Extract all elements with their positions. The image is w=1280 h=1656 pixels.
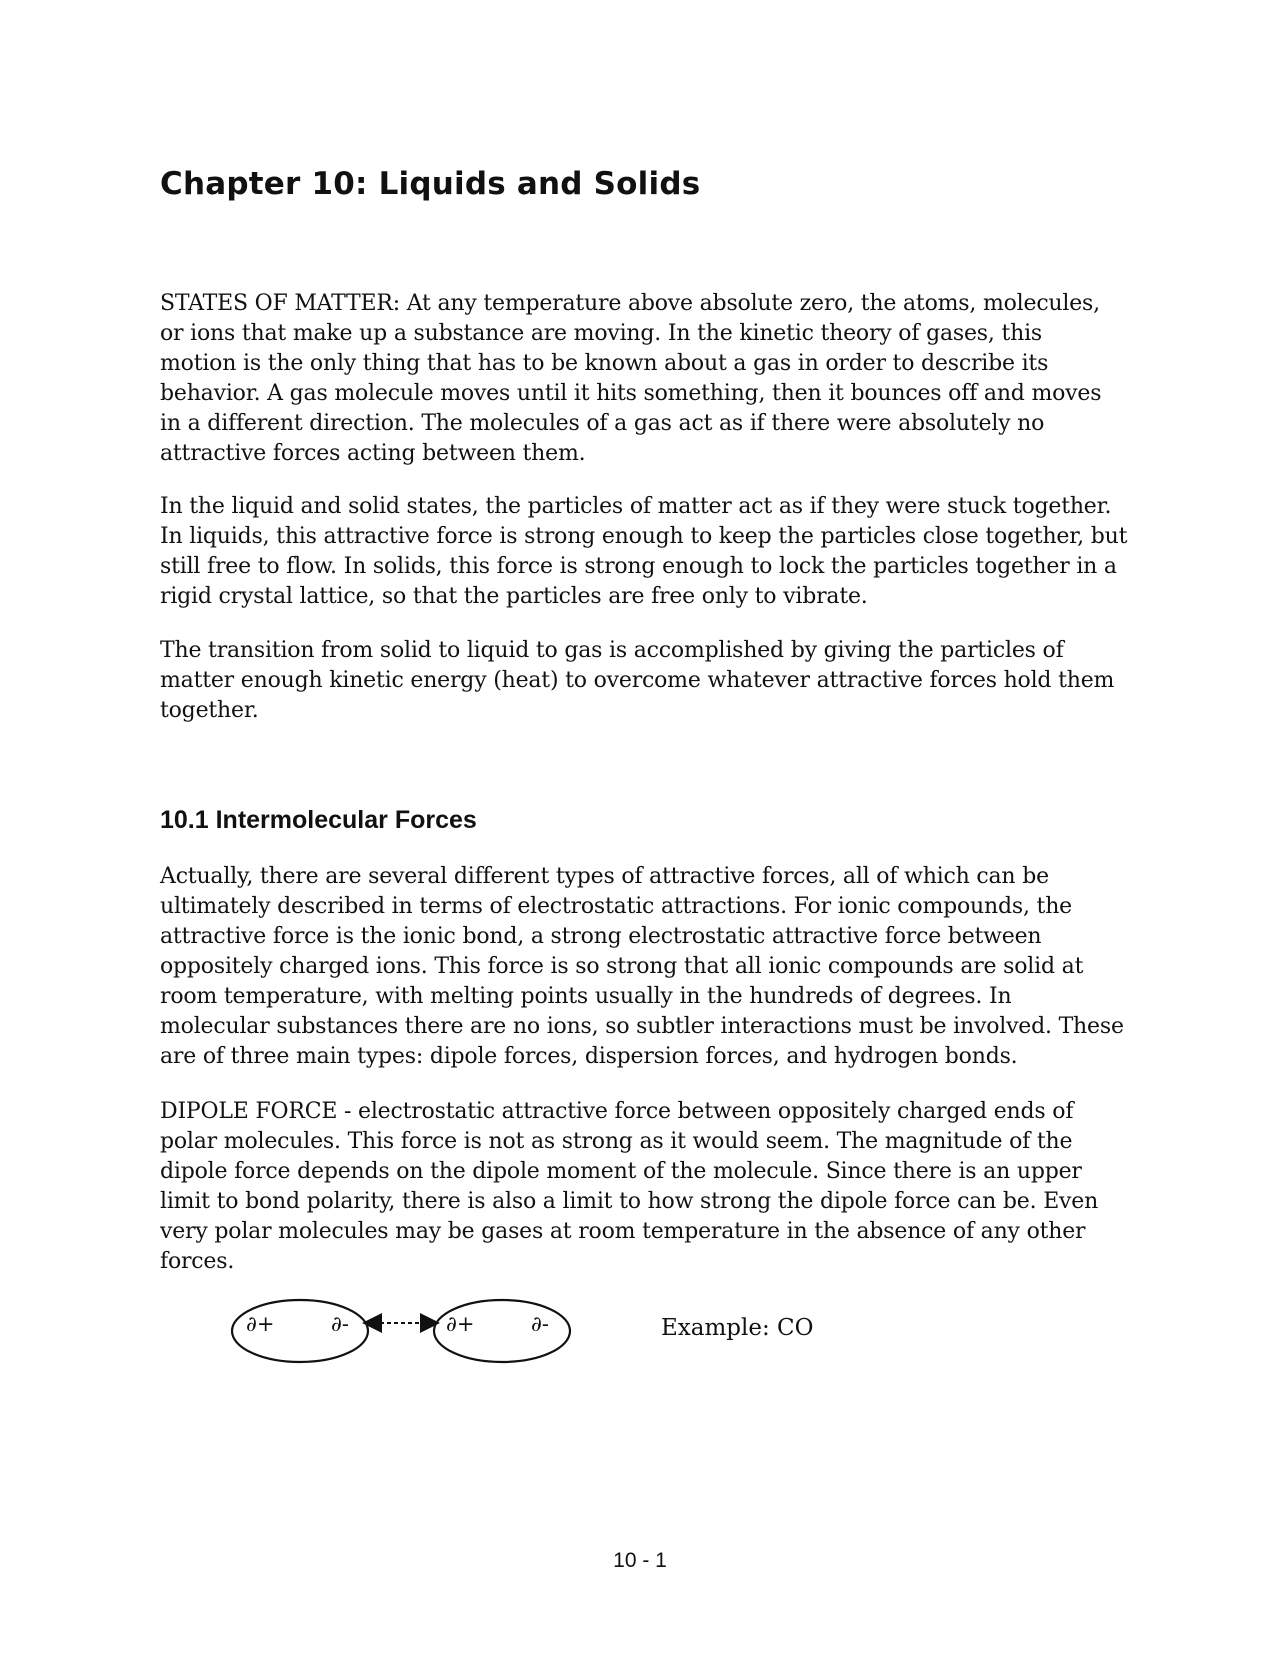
text-line: together. bbox=[160, 698, 259, 723]
page-number: 10 - 1 bbox=[613, 1549, 667, 1572]
text-line: or ions that make up a substance are moving. In the kinetic theory of gases, this bbox=[160, 321, 1043, 346]
text-line: limit to bond polarity, there is also a limit to how strong the dipole force can be. Even bbox=[160, 1189, 1099, 1214]
paragraph-liquid-solid-states bbox=[160, 492, 1180, 612]
text-line: attractive force is the ionic bond, a strong electrostatic attractive force between bbox=[160, 924, 1042, 949]
molecule-1-negative-label: ∂- bbox=[331, 1312, 349, 1336]
text-line: ultimately described in terms of electrostatic attractions. For ionic compounds, the bbox=[160, 894, 1072, 919]
text-line: dipole force depends on the dipole moment of the molecule. Since there is an upper bbox=[160, 1159, 1082, 1184]
diagram-example-label: Example: CO bbox=[661, 1315, 814, 1341]
text-line: motion is the only thing that has to be known about a gas in order to describe its bbox=[160, 351, 1049, 376]
paragraph-intermolecular-intro bbox=[160, 862, 1180, 1072]
text-line: molecular substances there are no ions, so subtler interactions must be involved. These bbox=[160, 1014, 1124, 1039]
text-line: room temperature, with melting points usually in the hundreds of degrees. In bbox=[160, 984, 1012, 1009]
paragraph-states-of-matter bbox=[160, 289, 1180, 469]
dipole-diagram bbox=[230, 1290, 590, 1370]
text-line: DIPOLE FORCE - electrostatic attractive force between oppositely charged ends of bbox=[160, 1099, 1074, 1124]
molecule-2-positive-label: ∂+ bbox=[446, 1312, 475, 1336]
text-line: attractive forces acting between them. bbox=[160, 441, 586, 466]
chapter-title: Chapter 10: Liquids and Solids bbox=[160, 166, 701, 202]
molecule-2-negative-label: ∂- bbox=[531, 1312, 549, 1336]
paragraph-transition bbox=[160, 636, 1180, 726]
text-line: Actually, there are several different types of attractive forces, all of which can be bbox=[160, 864, 1049, 889]
text-line: forces. bbox=[160, 1249, 235, 1274]
text-line: In liquids, this attractive force is strong enough to keep the particles close together, but bbox=[160, 524, 1128, 549]
text-line: oppositely charged ions. This force is so strong that all ionic compounds are solid at bbox=[160, 954, 1084, 979]
text-line: In the liquid and solid states, the particles of matter act as if they were stuck together. bbox=[160, 494, 1112, 519]
molecule-1-positive-label: ∂+ bbox=[246, 1312, 275, 1336]
text-line: STATES OF MATTER: At any temperature above absolute zero, the atoms, molecules, bbox=[160, 291, 1100, 316]
text-line: polar molecules. This force is not as strong as it would seem. The magnitude of the bbox=[160, 1129, 1073, 1154]
text-line: are of three main types: dipole forces, dispersion forces, and hydrogen bonds. bbox=[160, 1044, 1018, 1069]
text-line: rigid crystal lattice, so that the particles are free only to vibrate. bbox=[160, 584, 868, 609]
text-line: in a different direction. The molecules of a gas act as if there were absolutely no bbox=[160, 411, 1045, 436]
text-line: behavior. A gas molecule moves until it hits something, then it bounces off and moves bbox=[160, 381, 1102, 406]
text-line: very polar molecules may be gases at room temperature in the absence of any other bbox=[160, 1219, 1086, 1244]
section-heading: 10.1 Intermolecular Forces bbox=[160, 806, 477, 834]
text-line: matter enough kinetic energy (heat) to overcome whatever attractive forces hold them bbox=[160, 668, 1115, 693]
text-line: still free to flow. In solids, this force is strong enough to lock the particles together in a bbox=[160, 554, 1117, 579]
paragraph-dipole-force bbox=[160, 1097, 1180, 1277]
text-line: The transition from solid to liquid to gas is accomplished by giving the particles of bbox=[160, 638, 1064, 663]
